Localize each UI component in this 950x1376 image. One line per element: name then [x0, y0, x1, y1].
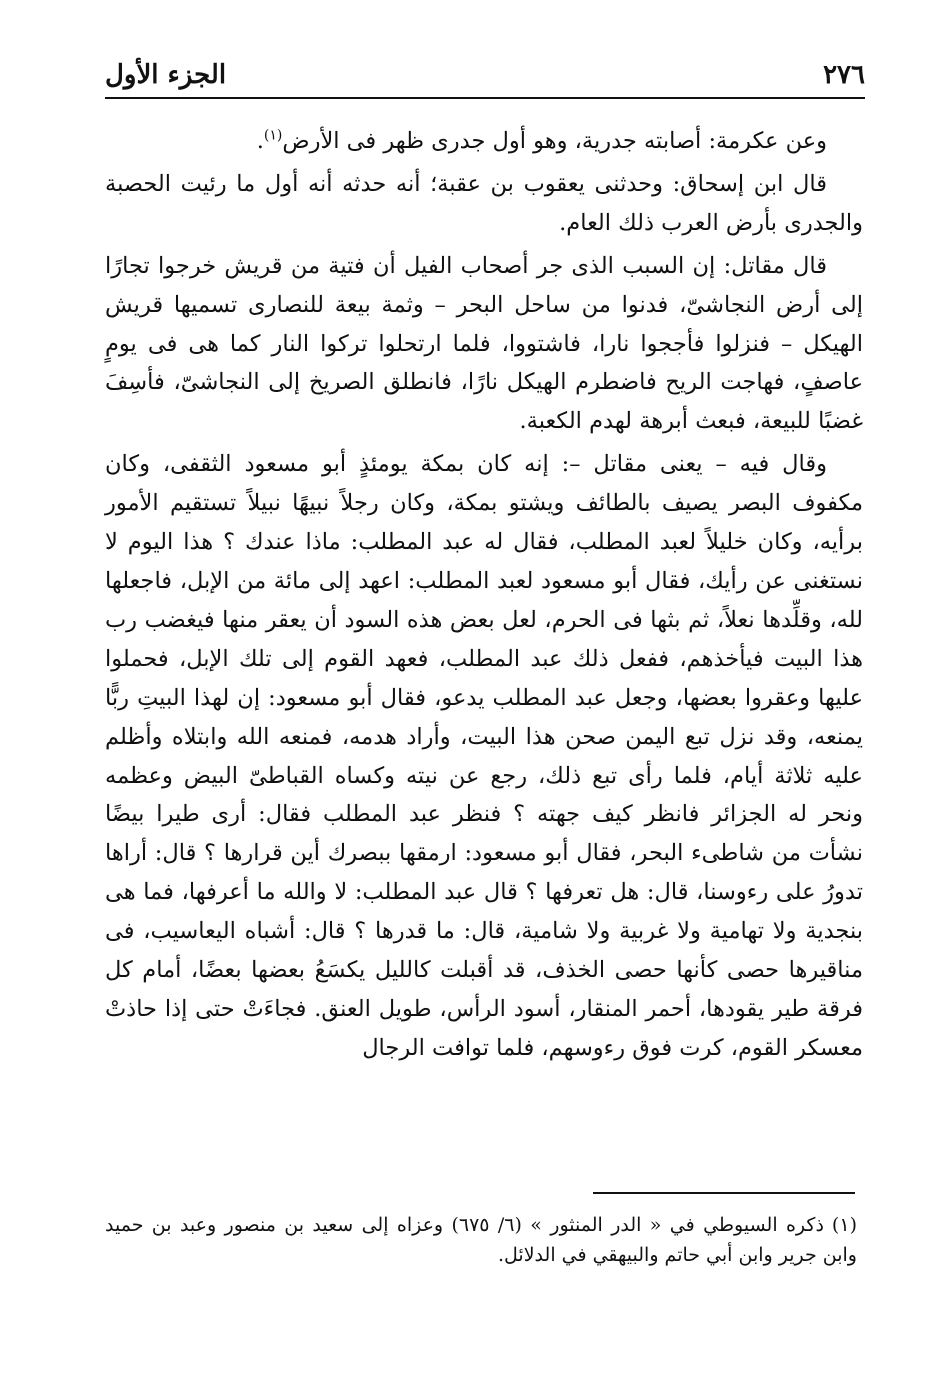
paragraph-muqatil: قال مقاتل: إن السبب الذى جر أصحاب الفيل أن فتية من قريش خرجوا تجارًا إلى أرض النجاشىّ، فدنوا من ساحل البحر – وثمة بيعة للنصارى تسميها قريش الهيكل – فنزلوا فأججوا نارا، فاشتووا، فلما ارتحلوا تركوا النار كما هى فى يومٍ عاصفٍ، فهاجت الريح فاضطرم الهيكل نارًا، فانطلق الصريخ إلى النجاشىّ، فأسِفَ غضبًا للبيعة، فبعث أبرهة لهدم الكعبة.	[105, 252, 863, 435]
paragraph-abu-masud: وقال فيه – يعنى مقاتل –: إنه كان بمكة يومئذٍ أبو مسعود الثقفى، وكان مكفوف البصر يصيف بالطائف ويشتو بمكة، وكان رجلاً نبيهًا نبيلاً تستقيم الأمور برأيه، وكان خليلاً لعبد المطلب، فقال له عبد المطلب: ماذا عندك ؟ هذا اليوم لا نستغنى عن رأيك، فقال أبو مسعود لعبد المطلب: اعهد إلى مائة من الإبل، فاجعلها لله، وقلِّدها نعلاً، ثم بثها فى الحرم، لعل بعض هذه السود أن يعقر منها فيغضب رب هذا البيت فيأخذهم، ففعل ذلك عبد المطلب، فعهد القوم إلى تلك الإبل، فحملوا عليها وعقروا بعضها، وجعل عبد المطلب يدعو، فقال أبو مسعود: إن لهذا البيتِ ربًّا يمنعه، وقد نزل تبع اليمن صحن هذا البيت، وأراد هدمه، فمنعه الله وابتلاه وأظلم عليه ثلاثة أيام، فلما رأى تبع ذلك، رجع عن نيته وكساه القباطىّ البيض وعظمه ونحر له الجزائر فانظر كيف جهته ؟ فنظر عبد المطلب فقال: أرى طيرا بيضًا نشأت من شاطىء البحر، فقال أبو مسعود: ارمقها ببصرك أين قرارها ؟ قال: أراها تدورُ على رءوسنا، قال: هل تعرفها ؟ قال عبد المطلب: لا والله ما أعرفها، فما هى بنجدية ولا تهامية ولا غربية ولا شامية، قال: ما قدرها ؟ قال: أشباه اليعاسيب، فى مناقيرها حصى كأنها حصى الخذف، قد أقبلت كالليل يكسَعُ بعضها بعضًا، أمام كل فرقة طير يقودها، أحمر المنقار، أسود الرأس، طويل العنق. فجاءَتْ حتى إذا حاذتْ معسكر القوم، كرت فوق رءوسهم، فلما توافت الرجال	[105, 451, 863, 1061]
footnote-text: ذكره السيوطي في « الدر المنثور » (٦/ ٦٧٥) وعزاه إلى سعيد بن منصور وعبد بن حميد وابن جرير وابن أبي حاتم والبيهقي في الدلائل.	[105, 1214, 857, 1266]
running-header	[105, 52, 865, 96]
section-title: الجزء الأول	[105, 60, 227, 90]
footnote-separator	[593, 1192, 855, 1194]
paragraph-ibn-ishaq: قال ابن إسحاق: وحدثنى يعقوب بن عقبة؛ أنه حدثه أنه أول ما رئيت الحصبة والجدرى بأرض العرب ذلك العام.	[105, 170, 863, 236]
main-text	[105, 122, 863, 1068]
paragraph-ikrima	[105, 122, 863, 161]
footnote	[105, 1210, 857, 1270]
paragraph-text: وعن عكرمة: أصابته جدرية، وهو أول جدرى ظهر فى الأرض	[282, 128, 827, 154]
header-rule	[105, 97, 865, 99]
paragraph-end-punctuation: .	[256, 128, 264, 154]
footnote-reference: (١)	[263, 127, 283, 144]
page-number: ٢٧٦	[823, 60, 865, 90]
footnote-number: (١)	[831, 1214, 857, 1236]
